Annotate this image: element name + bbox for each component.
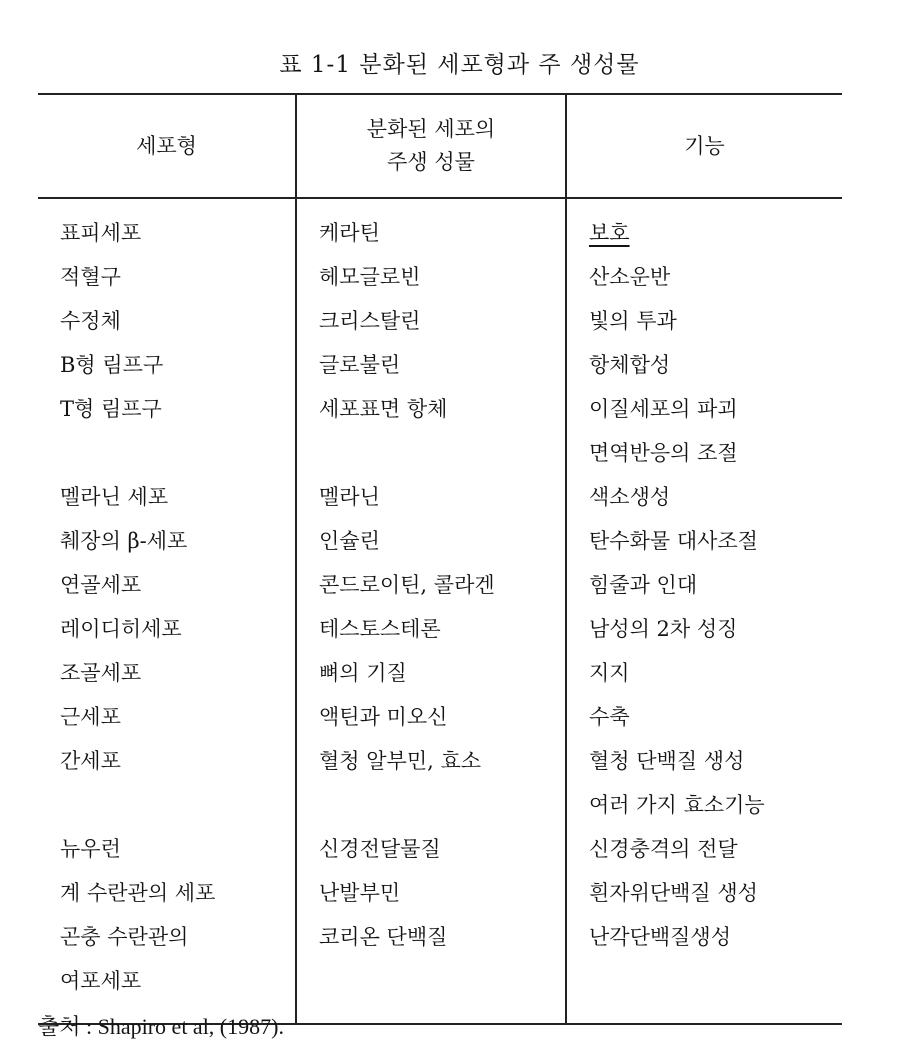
cell-type: 계 수란관의 세포 (60, 881, 216, 905)
cell-type: 곤충 수란관의 여포세포 (38, 915, 296, 1024)
cell-type: 연골세포 (60, 573, 142, 597)
cell-type: 조골세포 (60, 661, 142, 685)
cell-product: 멜라닌 (296, 475, 566, 519)
table-row (38, 387, 842, 475)
cell-type: 췌장의 β-세포 (60, 529, 188, 553)
cell-product: 난발부민 (296, 871, 566, 915)
table-row (38, 739, 842, 827)
cell-function: 난각단백질생성 (566, 915, 842, 1024)
cell-function: 수축 (566, 695, 842, 739)
cell-function: 색소생성 (566, 475, 842, 519)
table-row (38, 198, 842, 255)
cell-product: 콘드로이틴, 콜라겐 (296, 563, 566, 607)
cell-type: 수정체 (60, 309, 121, 333)
cell-function: 혈청 단백질 생성 여러 가지 효소기능 (566, 739, 842, 827)
cell-function: 빛의 투과 (566, 299, 842, 343)
cell-function: 흰자위단백질 생성 (566, 871, 842, 915)
table-row (38, 695, 842, 739)
cell-product: 헤모글로빈 (296, 255, 566, 299)
cell-function: 항체합성 (566, 343, 842, 387)
table-row (38, 255, 842, 299)
cell-product: 코리온 단백질 (296, 915, 566, 1024)
cell-function: 신경충격의 전달 (566, 827, 842, 871)
cell-product: 뼈의 기질 (296, 651, 566, 695)
header-function: 기능 (566, 94, 842, 198)
table-row (38, 343, 842, 387)
cell-type: B형 림프구 (60, 353, 164, 377)
cell-product: 인슐린 (296, 519, 566, 563)
cell-type: 근세포 (60, 705, 121, 729)
table-row (38, 563, 842, 607)
table-row (38, 651, 842, 695)
cell-product: 글로불린 (296, 343, 566, 387)
table-row (38, 299, 842, 343)
cell-type: 레이디히세포 (60, 617, 182, 641)
cell-type: 표피세포 (60, 221, 142, 245)
cell-type: 간세포 (60, 749, 121, 773)
cell-function: 이질세포의 파괴 면역반응의 조절 (566, 387, 842, 475)
table-title: 표 1-1 분화된 세포형과 주 생성물 (279, 52, 640, 78)
cell-product: 테스토스테론 (296, 607, 566, 651)
cell-function: 산소운반 (566, 255, 842, 299)
cell-function: 남성의 2차 성징 (566, 607, 842, 651)
cell-product: 세포표면 항체 (296, 387, 566, 475)
cell-product: 케라틴 (296, 198, 566, 255)
cell-type: 뉴우런 (60, 837, 121, 861)
table-row (38, 519, 842, 563)
cell-product: 크리스탈린 (296, 299, 566, 343)
cell-type: T형 림프구 (60, 397, 162, 421)
header-product: 분화된 세포의 주생 성물 (296, 94, 566, 198)
cell-function: 지지 (566, 651, 842, 695)
cell-function: 탄수화물 대사조절 (566, 519, 842, 563)
source-citation: 출처 : Shapiro et al, (1987). (38, 1014, 284, 1039)
table-header-row (38, 94, 842, 198)
cell-type-table (38, 93, 842, 1025)
table-row (38, 915, 842, 1024)
table-row (38, 607, 842, 651)
table-row (38, 475, 842, 519)
cell-product: 신경전달물질 (296, 827, 566, 871)
cell-product: 혈청 알부민, 효소 (296, 739, 566, 827)
table-row (38, 871, 842, 915)
cell-function: 힘줄과 인대 (566, 563, 842, 607)
cell-type: 적혈구 (60, 265, 121, 289)
cell-product: 액틴과 미오신 (296, 695, 566, 739)
header-cell-type: 세포형 (38, 94, 296, 198)
cell-type: 멜라닌 세포 (60, 485, 169, 509)
table-row (38, 827, 842, 871)
cell-function: 보호 (566, 198, 842, 255)
table-body (38, 198, 842, 1024)
